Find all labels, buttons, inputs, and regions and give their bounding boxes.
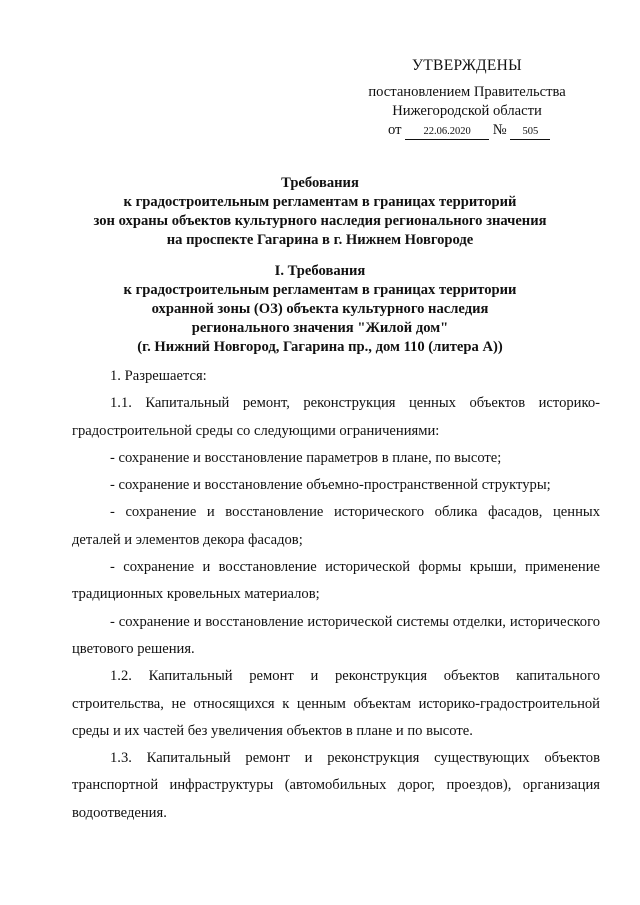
main-title [40,174,600,250]
section-title-line: охранной зоны (ОЗ) объекта культурного наследия [151,301,489,317]
section-title-line: (г. Нижний Новгород, Гагарина пр., дом 110 (литера А)) [137,339,503,355]
main-title-line: на проспекте Гагарина в г. Нижнем Новгороде [166,232,474,248]
section-title-line: I. Требования [274,263,366,279]
approval-line-2: Нижегородской области [392,103,542,119]
approval-number: 505 [510,125,550,140]
list-item: - сохранение и восстановление объемно-пространственной структуры; [110,477,551,494]
section-title [40,262,600,357]
section-title-line: регионального значения "Жилой дом" [191,320,449,336]
number-label: № [492,122,507,138]
approval-title: УТВЕРЖДЕНЫ [412,57,522,74]
approval-date-number-line [352,121,582,141]
from-label: от [388,122,402,138]
paragraph: 1.2. Капитальный ремонт и реконструкция объектов капитального строительства, не относящихся к ценным объектам историко-градостроительной среды и их частей без увеличения объектов в плане и по высоте. [72,668,600,739]
main-title-line: Требования [281,175,359,191]
approval-line-1: постановлением Правительства [368,84,566,100]
list-item: - сохранение и восстановление исторической формы крыши, применение традиционных кровельных материалов; [72,559,600,603]
approval-date: 22.06.2020 [405,125,489,140]
list-item: - сохранение и восстановление исторического облика фасадов, ценных деталей и элементов декора фасадов; [72,504,600,548]
paragraph: 1.3. Капитальный ремонт и реконструкция существующих объектов транспортной инфраструктуры (автомобильных дорог, проездов), организация водоотведения. [72,750,600,821]
main-title-line: зон охраны объектов культурного наследия регионального значения [93,213,547,229]
main-title-line: к градостроительным регламентам в границах территорий [123,194,517,210]
paragraph: 1.1. Капитальный ремонт, реконструкция ценных объектов историко-градостроительной среды со следующими ограничениями: [72,395,600,439]
list-item: - сохранение и восстановление параметров в плане, по высоте; [110,449,502,466]
section-title-line: к градостроительным регламентам в границах территории [123,282,517,298]
list-item: - сохранение и восстановление исторической системы отделки, исторического цветового решения. [72,613,600,657]
paragraph: 1. Разрешается: [110,368,207,384]
approval-block [352,56,582,141]
document-body [72,363,600,827]
